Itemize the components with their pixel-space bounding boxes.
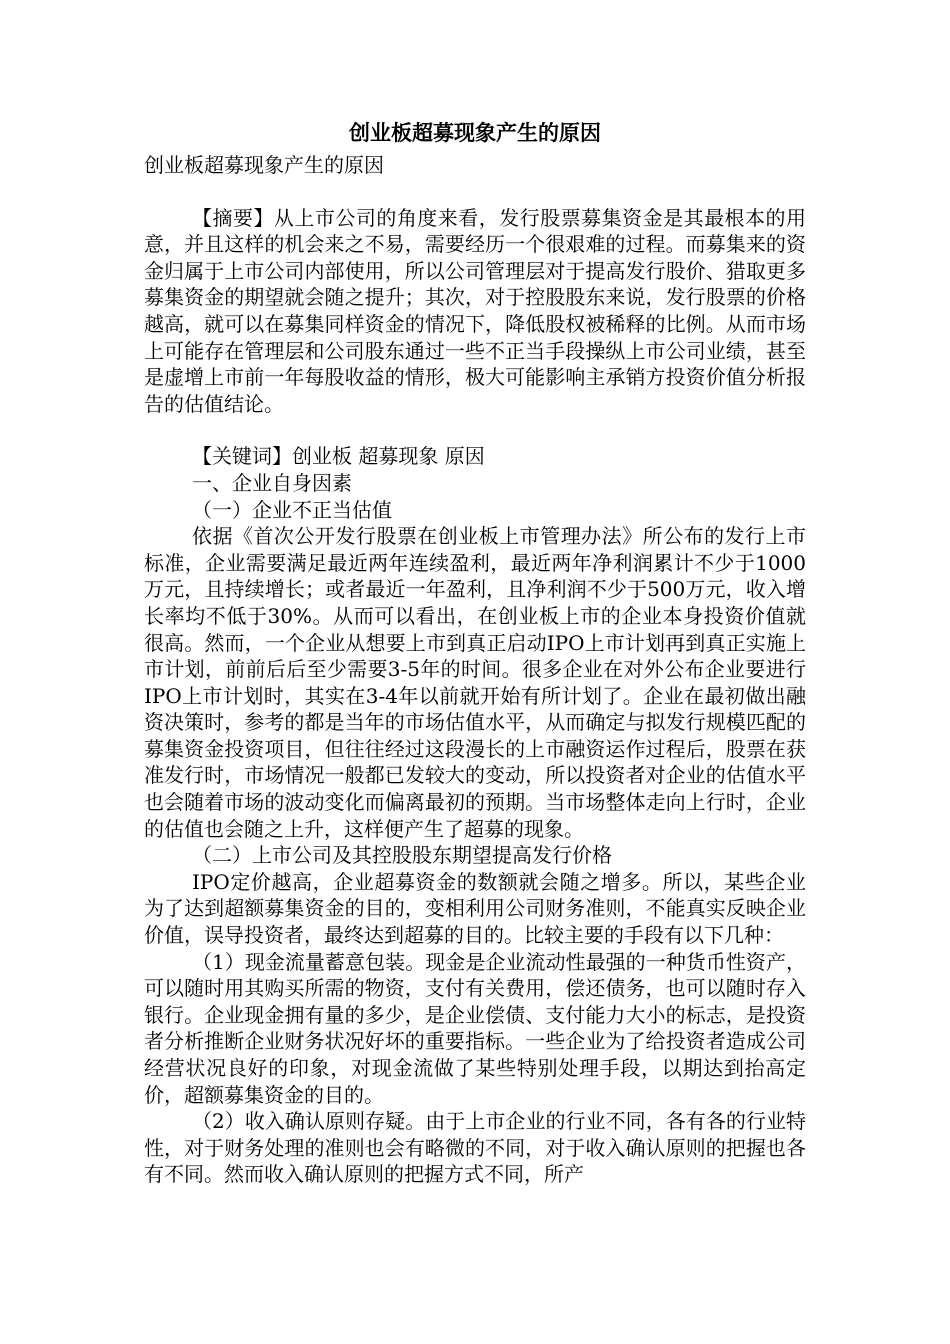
keywords-line: 【关键词】创业板 超募现象 原因 [192, 444, 485, 469]
document-page [144, 118, 806, 1188]
spacer [144, 179, 806, 205]
document-title: 创业板超募现象产生的原因 [349, 120, 601, 145]
body-paragraph-4: （2）收入确认原则存疑。由于上市企业的行业不同，各有各的行业特性，对于财务处理的准则也会有略微的不同，对于收入确认原则的把握也各有不同。然而收入确认原则的把握方式不同，所产 [144, 1109, 806, 1187]
abstract-paragraph: 【摘要】从上市公司的角度来看，发行股票募集资金是其最根本的用意，并且这样的机会来之不易，需要经历一个很艰难的过程。而募集来的资金归属于上市公司内部使用，所以公司管理层对于提高发行股价、猎取更多募集资金的期望就会随之提升；其次，对于控股股东来说，发行股票的价格越高，就可以在募集同样资金的情况下，降低股权被稀释的比例。从而市场上可能存在管理层和公司股东通过一些不正当手段操纵上市公司业绩，甚至是虚增上市前一年每股收益的情形，极大可能影响主承销方投资价值分析报告的估值结论。 [144, 205, 806, 416]
subsection-heading-2: （二）上市公司及其控股股东期望提高发行价格 [192, 843, 612, 868]
spacer [144, 417, 806, 443]
document-subtitle: 创业板超募现象产生的原因 [144, 153, 384, 177]
body-paragraph-2: IPO定价越高，企业超募资金的数额就会随之增多。所以，某些企业为了达到超额募集资金的目的，变相利用公司财务准则，不能真实反映企业价值，误导投资者，最终达到超募的目的。比较主要的手段有以下几种： [144, 869, 806, 948]
body-paragraph-3: （1）现金流量蓄意包装。现金是企业流动性最强的一种货币性资产，可以随时用其购买所需的物资，支付有关费用，偿还债务，也可以随时存入银行。企业现金拥有量的多少，是企业偿债、支付能力大小的标志，是投资者分析推断企业财务状况好坏的重要指标。一些企业为了给投资者造成公司经营状况良好的印象，对现金流做了某些特别处理手段，以期达到抬高定价，超额募集资金的目的。 [144, 949, 806, 1107]
body-paragraph-1: 依据《首次公开发行股票在创业板上市管理办法》所公布的发行上市标准，企业需要满足最近两年连续盈利，最近两年净利润累计不少于1000万元，且持续增长；或者最近一年盈利，且净利润不少于500万元，收入增长率均不低于30%。从而可以看出，在创业板上市的企业本身投资价值就很高。然而，一个企业从想要上市到真正启动IPO上市计划再到真正实施上市计划，前前后后至少需要3-5年的时间。很多企业在对外公布企业要进行IPO上市计划时，其实在3-4年以前就开始有所计划了。企业在最初做出融资决策时，参考的都是当年的市场估值水平，从而确定与拟发行规模匹配的募集资金投资项目，但往往经过这段漫长的上市融资运作过程后，股票在获准发行时，市场情况一般都已发较大的变动，所以投资者对企业的估值水平也会随着市场的波动变化而偏离最初的预期。当市场整体走向上行时，企业的估值也会随之上升，这样便产生了超募的现象。 [144, 524, 806, 841]
subsection-heading-1: （一）企业不正当估值 [192, 497, 392, 522]
section-heading-1: 一、企业自身因素 [192, 470, 352, 495]
